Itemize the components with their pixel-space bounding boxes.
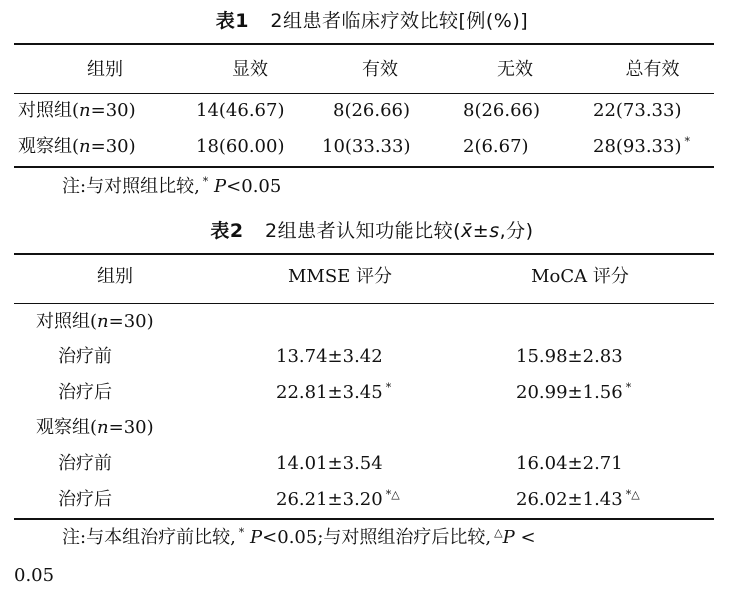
table1-row-observation-marked: 18(60.00) — [196, 136, 285, 157]
table2-control-after-mmse: 22.81±3.45 * — [276, 381, 392, 403]
table2-caption: 表2 2组患者认知功能比较(x̄±s,分) — [210, 220, 534, 242]
table1-caption-label: 表1 — [215, 10, 250, 32]
table1-row-observation-group: 观察组(n=30) — [18, 136, 136, 157]
table2-caption-label: 表2 — [210, 220, 244, 242]
table1-note: 注:与对照组比较, * P<0.05 — [62, 175, 282, 197]
table1-row-observation-total: 28(93.33) * — [593, 135, 690, 157]
table2-note-line2: 0.05 — [14, 565, 55, 586]
table2-observation-after-moca: 26.02±1.43 *△ — [516, 488, 640, 510]
table1-row-observation-effective: 10(33.33) — [322, 136, 411, 157]
table2-header-mmse: MMSE 评分 — [287, 266, 393, 287]
table1-row-control-group: 对照组(n=30) — [18, 100, 136, 121]
table1-header-effective: 有效 — [362, 59, 398, 80]
table1-header-rule — [14, 93, 714, 94]
table2-bottom-rule — [14, 518, 714, 520]
table2-control-after-moca: 20.99±1.56 * — [516, 381, 632, 403]
table2-header-rule — [14, 303, 714, 304]
table1-header-total: 总有效 — [625, 59, 680, 80]
table2-group-control: 对照组(n=30) — [36, 311, 154, 332]
table2-note-line1: 注:与本组治疗前比较, * P<0.05;与对照组治疗后比较, △P < — [62, 526, 536, 548]
table1-header-marked: 显效 — [232, 59, 268, 80]
table2-top-rule — [14, 253, 714, 255]
table1-bottom-rule — [14, 166, 714, 168]
table2-control-before-moca: 15.98±2.83 — [516, 346, 623, 367]
table2-control-after-label: 治疗后 — [58, 382, 112, 403]
table1-row-control-ineffective: 8(26.66) — [463, 100, 541, 121]
table1-header-group: 组别 — [87, 59, 123, 80]
table2-control-before-label: 治疗前 — [58, 346, 112, 367]
table1-row-control-marked: 14(46.67) — [196, 100, 285, 121]
table2-header-group: 组别 — [97, 266, 133, 287]
table2-control-before-mmse: 13.74±3.42 — [276, 346, 383, 367]
table1-top-rule — [14, 43, 714, 45]
table1-row-observation-ineffective: 2(6.67) — [463, 136, 529, 157]
table2-observation-before-mmse: 14.01±3.54 — [276, 453, 383, 474]
table1-row-control-total: 22(73.33) — [593, 100, 682, 121]
table2-group-observation: 观察组(n=30) — [36, 417, 154, 438]
table1-row-control-effective: 8(26.66) — [333, 100, 411, 121]
table2-observation-before-moca: 16.04±2.71 — [516, 453, 623, 474]
table1-caption-title: 2组患者临床疗效比较[例(%)] — [270, 10, 529, 32]
table1-header-ineffective: 无效 — [497, 59, 533, 80]
table2-observation-after-mmse: 26.21±3.20 *△ — [276, 488, 400, 510]
table2-observation-after-label: 治疗后 — [58, 489, 112, 510]
table1-caption — [0, 8, 744, 34]
table2-observation-before-label: 治疗前 — [58, 453, 112, 474]
table2-header-moca: MoCA 评分 — [531, 266, 629, 287]
